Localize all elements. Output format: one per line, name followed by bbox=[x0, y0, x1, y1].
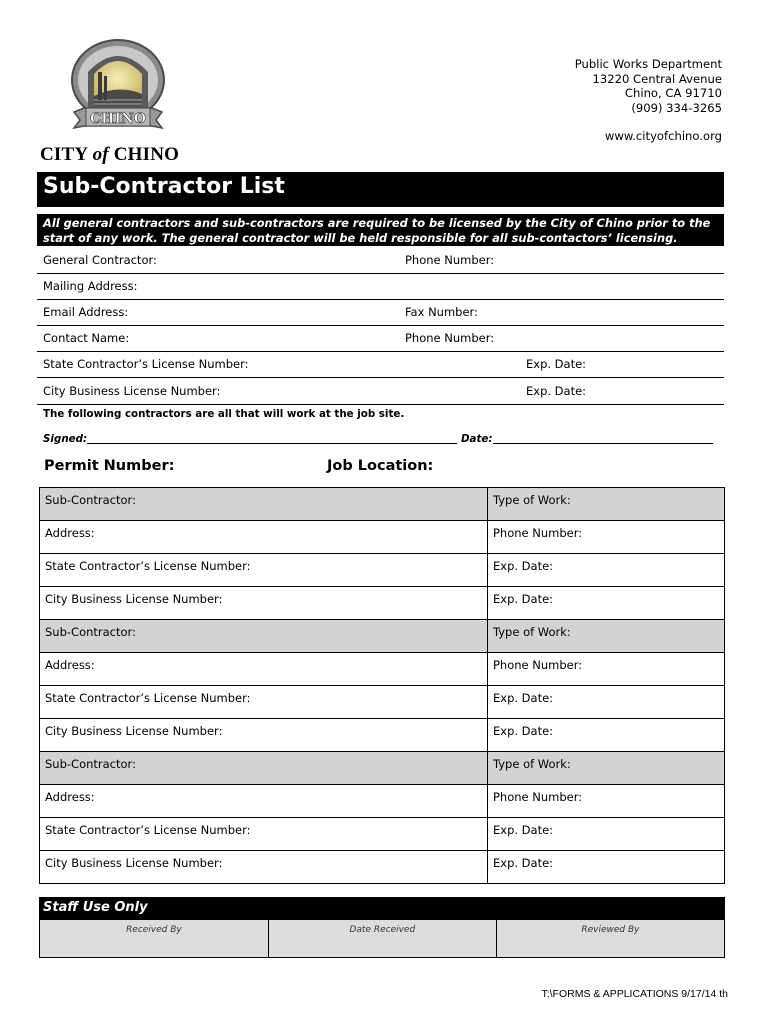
signature-field[interactable] bbox=[87, 443, 457, 444]
phone-cell[interactable]: Phone Number: bbox=[488, 521, 725, 554]
department-contact-block bbox=[575, 57, 722, 144]
sub-contractor-cell[interactable]: Sub-Contractor: bbox=[40, 620, 488, 653]
field-label: Contact Name: bbox=[43, 331, 130, 345]
staff-use-title: Staff Use Only bbox=[43, 900, 148, 915]
exp-date-cell[interactable]: Exp. Date: bbox=[488, 818, 725, 851]
city-license-cell[interactable]: City Business License Number: bbox=[40, 851, 488, 884]
notice-line: start of any work. The general contractor will be held responsible for all sub-contactors’ licensing. bbox=[43, 230, 678, 245]
staff-use-table bbox=[39, 919, 725, 958]
type-of-work-cell[interactable]: Type of Work: bbox=[488, 620, 725, 653]
exp-date-cell[interactable]: Exp. Date: bbox=[488, 686, 725, 719]
table-row bbox=[40, 785, 725, 818]
phone-cell[interactable]: Phone Number: bbox=[488, 785, 725, 818]
city-name bbox=[40, 144, 179, 166]
city-license-row[interactable] bbox=[37, 378, 724, 405]
exp-date-cell[interactable]: Exp. Date: bbox=[488, 851, 725, 884]
address-line-2: Chino, CA 91710 bbox=[624, 86, 722, 101]
table-row bbox=[40, 554, 725, 587]
phone-cell[interactable]: Phone Number: bbox=[488, 653, 725, 686]
field-label: State Contractor’s License Number: bbox=[43, 357, 249, 371]
type-of-work-cell[interactable]: Type of Work: bbox=[488, 488, 725, 521]
exp-date-cell[interactable]: Exp. Date: bbox=[488, 719, 725, 752]
sub-contractor-cell[interactable]: Sub-Contractor: bbox=[40, 752, 488, 785]
contact-name-row[interactable] bbox=[37, 325, 724, 352]
table-row bbox=[40, 653, 725, 686]
date-field[interactable] bbox=[493, 443, 713, 444]
table-row bbox=[40, 620, 725, 653]
state-license-row[interactable] bbox=[37, 351, 724, 378]
table-row bbox=[40, 719, 725, 752]
field-label: Mailing Address: bbox=[43, 279, 138, 293]
notice-line: All general contractors and sub-contractors are required to be licensed by the City of Chino prior to the bbox=[43, 216, 711, 230]
type-of-work-cell[interactable]: Type of Work: bbox=[488, 752, 725, 785]
seal-lettering: CHINO bbox=[90, 111, 146, 127]
mailing-address-row[interactable] bbox=[37, 273, 724, 300]
city-license-cell[interactable]: City Business License Number: bbox=[40, 719, 488, 752]
general-contractor-row[interactable] bbox=[37, 247, 724, 274]
field-label: Email Address: bbox=[43, 305, 129, 319]
licensing-notice bbox=[37, 214, 724, 246]
received-by-cell[interactable]: Received By bbox=[40, 920, 269, 958]
table-row bbox=[40, 488, 725, 521]
table-row bbox=[40, 851, 725, 884]
field-label: City Business License Number: bbox=[43, 384, 221, 398]
website-link[interactable]: www.cityofchino.org bbox=[604, 129, 722, 144]
state-license-cell[interactable]: State Contractor’s License Number: bbox=[40, 818, 488, 851]
field-label: Fax Number: bbox=[405, 305, 478, 319]
field-label: Phone Number: bbox=[405, 331, 495, 345]
field-label: Exp. Date: bbox=[526, 384, 587, 398]
form-title: Sub-Contractor List bbox=[43, 174, 285, 199]
sub-contractor-cell[interactable]: Sub-Contractor: bbox=[40, 488, 488, 521]
following-contractors-statement: The following contractors are all that will work at the job site. bbox=[43, 408, 405, 420]
table-row bbox=[40, 686, 725, 719]
table-row bbox=[40, 521, 725, 554]
exp-date-cell[interactable]: Exp. Date: bbox=[488, 554, 725, 587]
address-cell[interactable]: Address: bbox=[40, 785, 488, 818]
staff-use-bar bbox=[39, 897, 725, 919]
department-name: Public Works Department bbox=[574, 57, 722, 71]
exp-date-cell[interactable]: Exp. Date: bbox=[488, 587, 725, 620]
signed-label: Signed: bbox=[43, 433, 88, 445]
address-line-1: 13220 Central Avenue bbox=[592, 71, 722, 86]
table-row bbox=[40, 818, 725, 851]
field-label: General Contractor: bbox=[43, 253, 157, 267]
sub-contractor-table bbox=[39, 487, 725, 884]
email-fax-row[interactable] bbox=[37, 299, 724, 326]
date-label: Date: bbox=[461, 433, 493, 445]
state-license-cell[interactable]: State Contractor’s License Number: bbox=[40, 686, 488, 719]
date-received-cell[interactable]: Date Received bbox=[268, 920, 496, 958]
state-license-cell[interactable]: State Contractor’s License Number: bbox=[40, 554, 488, 587]
signature-line[interactable] bbox=[43, 433, 723, 447]
city-license-cell[interactable]: City Business License Number: bbox=[40, 587, 488, 620]
form-title-bar bbox=[37, 172, 724, 207]
table-row bbox=[40, 752, 725, 785]
phone-number: (909) 334-3265 bbox=[631, 100, 722, 115]
job-location-label: Job Location: bbox=[327, 458, 434, 474]
field-label: Phone Number: bbox=[405, 253, 495, 267]
field-label: Exp. Date: bbox=[526, 357, 587, 371]
address-cell[interactable]: Address: bbox=[40, 653, 488, 686]
city-name-post: CHINO bbox=[113, 144, 180, 165]
footer-form-id: T:\FORMS & APPLICATIONS 9/17/14 th bbox=[541, 988, 728, 1000]
city-name-of: of bbox=[92, 144, 109, 165]
city-name-pre: CITY bbox=[40, 144, 88, 165]
permit-number-label: Permit Number: bbox=[44, 458, 175, 474]
table-row bbox=[40, 587, 725, 620]
address-cell[interactable]: Address: bbox=[40, 521, 488, 554]
table-row bbox=[40, 920, 725, 958]
reviewed-by-cell[interactable]: Reviewed By bbox=[496, 920, 724, 958]
city-seal-logo bbox=[62, 38, 174, 142]
